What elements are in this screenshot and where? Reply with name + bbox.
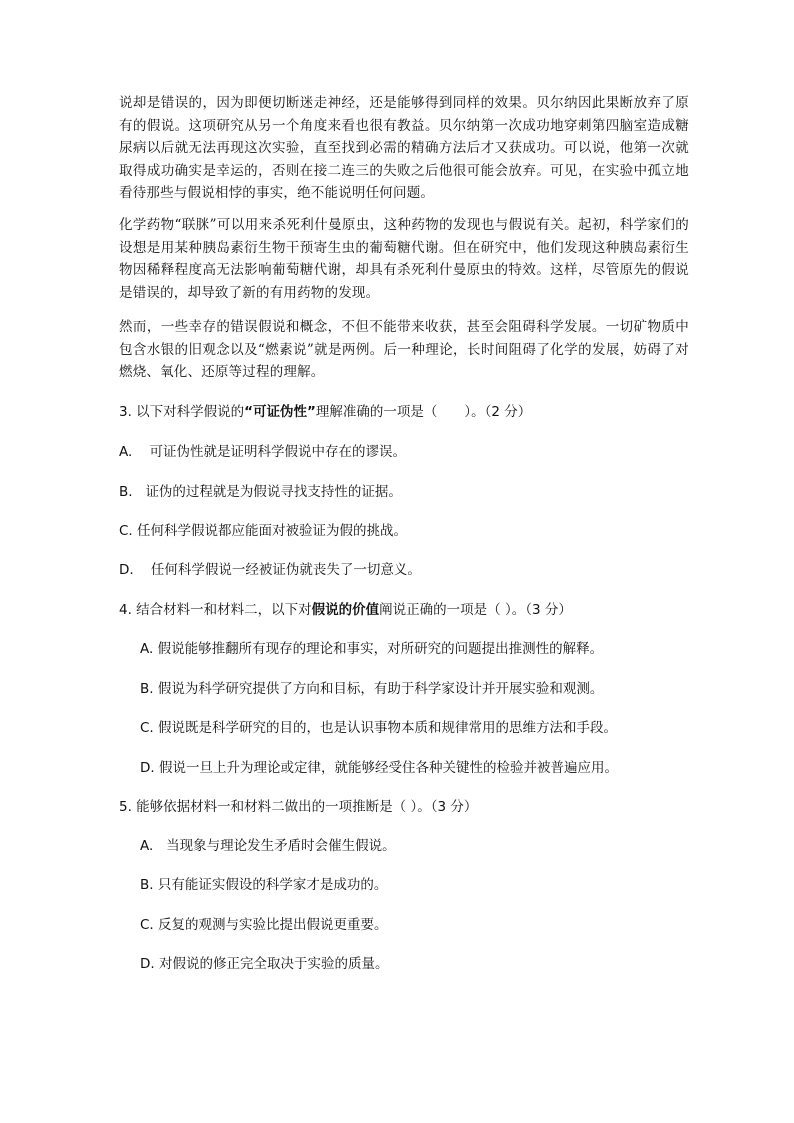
question-3-option-d[interactable] [119, 560, 699, 580]
option-text: 假说既是科学研究的目的，也是认识事物本质和规律常用的思维方法和手段。 [158, 720, 618, 736]
option-letter: B. [140, 877, 154, 893]
question-4-option-d[interactable] [140, 758, 720, 778]
option-text: 任何科学假说一经被证伪就丧失了一切意义。 [150, 562, 421, 578]
option-letter: A. [140, 641, 154, 657]
option-letter: C. [119, 523, 133, 539]
passage-paragraph-2: 化学药物“联脒”可以用来杀死利什曼原虫，这种药物的发现也与假说有关。起初，科学家们的设想是用某种胰岛素衍生物干预寄生虫的葡萄糖代谢。但在研究中，他们发现这种胰岛素衍生物因稀释程度高无法影响葡萄糖代谢，却具有杀死利什曼原虫的特效。这样，尽管原先的假说是错误的，却导致了新的有用药物的发现。 [119, 217, 689, 301]
option-letter: B. [140, 681, 154, 697]
question-5-stem [119, 797, 699, 817]
option-text: 假说一旦上升为理论或定律，就能够经受住各种关键性的检验并被普遍应用。 [158, 760, 618, 776]
option-text: 当现象与理论发生矛盾时会催生假说。 [166, 838, 396, 854]
question-3-suffix: 理解准确的一项是（ ）。（2 分） [315, 404, 532, 420]
question-3-keyword: “可证伪性” [244, 404, 316, 420]
question-4-prefix: 4. 结合材料一和材料二，以下对 [119, 602, 312, 618]
option-text: 证伪的过程就是为假说寻找支持性的证据。 [145, 484, 402, 500]
question-5-option-b[interactable] [140, 875, 720, 895]
option-text: 反复的观测与实验比提出假说更重要。 [158, 917, 388, 933]
option-text: 只有能证实假设的科学家才是成功的。 [157, 877, 388, 893]
question-3-option-a[interactable] [119, 442, 699, 462]
question-3-option-c[interactable] [119, 521, 699, 541]
question-4-stem [119, 600, 699, 620]
question-5-option-a[interactable] [140, 836, 720, 856]
option-letter: B. [119, 484, 133, 500]
question-4-option-b[interactable] [140, 679, 720, 699]
option-letter: A. [119, 444, 133, 460]
question-4-option-c[interactable] [140, 718, 720, 738]
option-text: 任何科学假说都应能面对被验证为假的挑战。 [137, 523, 408, 539]
question-4-option-a[interactable] [140, 639, 720, 659]
option-text: 假说为科学研究提供了方向和目标，有助于科学家设计并开展实验和观测。 [157, 681, 604, 697]
question-5-prefix: 5. 能够依据材料一和材料二做出的一项推断是（ ）。（3 分） [119, 799, 478, 815]
option-text: 可证伪性就是证明科学假说中存在的谬误。 [149, 444, 406, 460]
option-letter: D. [140, 956, 155, 972]
option-letter: C. [140, 917, 154, 933]
option-letter: A. [140, 838, 154, 854]
passage-paragraph-3: 然而，一些幸存的错误假说和概念，不但不能带来收获，甚至会阻碍科学发展。一切矿物质中包含水银的旧观念以及“燃素说”就是两例。后一种理论，长时间阻碍了化学的发展，妨碍了对燃烧、氧化、还原等过程的理解。 [119, 319, 689, 380]
option-letter: C. [140, 720, 154, 736]
option-letter: D. [119, 562, 134, 578]
option-text: 假说能够推翻所有现存的理论和事实，对所研究的问题提出推测性的解释。 [157, 641, 604, 657]
option-text: 对假说的修正完全取决于实验的质量。 [158, 956, 389, 972]
question-3-option-b[interactable] [119, 482, 699, 502]
question-4-suffix: 阐说正确的一项是（ ）。（3 分） [379, 602, 572, 618]
question-5-option-c[interactable] [140, 915, 720, 935]
option-letter: D. [140, 760, 155, 776]
passage-paragraph-1: 说却是错误的，因为即便切断迷走神经，还是能够得到同样的效果。贝尔纳因此果断放弃了原有的假说。这项研究从另一个角度来看也很有教益。贝尔纳第一次成功地穿刺第四脑室造成糖尿病以后就无法再现这次实验，直至找到必需的精确方法后才又获成功。可以说，他第一次就取得成功确实是幸运的，否则在接二连三的失败之后他很可能会放弃。可见，在实验中孤立地看待那些与假说相悖的事实，绝不能说明任何问题。 [119, 95, 689, 201]
question-3-prefix: 3. 以下对科学假说的 [119, 404, 245, 420]
question-3-stem [119, 402, 699, 422]
question-5-option-d[interactable] [140, 954, 720, 974]
question-4-keyword: 假说的价值 [311, 602, 380, 618]
